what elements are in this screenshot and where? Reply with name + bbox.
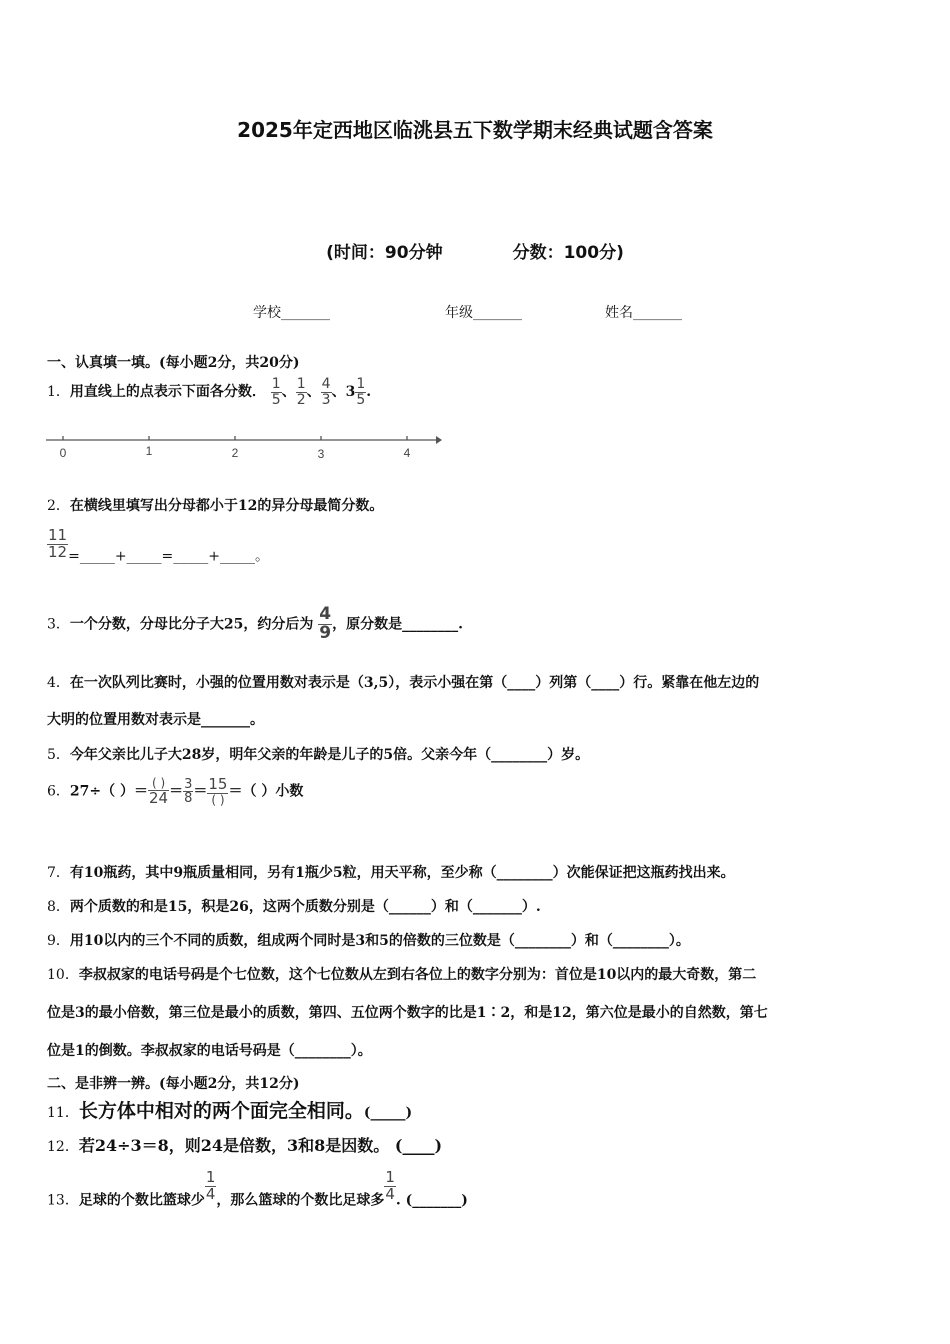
equals-sign: ＝ [193,783,208,800]
numerator: 1 [205,1168,216,1186]
denominator: 5 [271,391,281,408]
question-number: 13． [47,1192,79,1209]
question-6 [47,777,303,806]
tick-label-3: 3 [317,447,325,461]
total-score: 分数：100分) [512,243,624,263]
numerator: 3 [184,776,193,792]
fraction [355,377,366,407]
section-1-heading: 一、认真填一填。(每小题2分，共20分) [47,355,300,371]
numerator: 1 [296,376,306,392]
denominator: 8 [184,791,193,807]
whole-part: 3 [345,384,356,401]
number-line-arrow [436,436,442,444]
separator: 、 [306,384,321,401]
question-8 [47,896,541,916]
question-5 [47,744,589,764]
numerator: 11 [48,526,68,544]
expression-start: 27÷（ ）＝ [69,783,149,800]
question-text: 李叔叔家的电话号码是个七位数，这个七位数从左到右各位上的数字分别为：首位是10以内的最大奇数，第二 [78,967,757,983]
question-number: 11． [47,1105,79,1121]
question-text: 足球的个数比篮球少 [78,1192,205,1209]
question-text: 两个质数的和是15，积是26，这两个质数分别是（______）和（_______）. [69,899,541,915]
fraction [47,528,68,561]
question-text: 一个分数，分母比分子大25，约分后为 [69,616,314,633]
period: . [366,384,372,401]
denominator: 24 [149,788,169,807]
question-10-line-3: 位是1的倒数。李叔叔家的电话号码是（________）。 [47,1043,372,1059]
question-1 [47,377,371,407]
question-10 [47,964,756,984]
time-limit: (时间：90分钟 [326,243,443,263]
question-number: 2． [47,498,70,514]
denominator: 5 [356,391,366,408]
fraction [318,606,332,643]
question-3 [47,606,463,643]
question-number: 8． [47,899,70,915]
question-10-line-2: 位是3的最小倍数，第三位是最小的质数，第四、五位两个数字的比是1∶2，和是12，第六位是最小的自然数，第七 [47,1005,768,1021]
fraction [148,777,169,806]
question-2 [47,495,383,515]
question-text: 今年父亲比儿子大28岁，明年父亲的年龄是儿子的5倍。父亲今年（________）岁。 [69,747,590,763]
question-text: 长方体中相对的两个面完全相同。 [78,1100,364,1122]
question-12 [47,1133,442,1156]
numerator: 1 [356,376,366,392]
equals-sign: ＝ [169,783,184,800]
denominator: 3 [321,391,331,408]
numerator: 1 [385,1168,395,1186]
denominator: ( ) [207,793,228,807]
question-text: 若24÷3＝8，则24是倍数，3和8是因数。 (____) [78,1136,443,1155]
question-7 [47,862,735,882]
denominator: 2 [296,391,306,408]
tick-label-0: 0 [59,446,67,460]
denominator: 12 [48,542,68,561]
denominator: 9 [319,622,332,643]
grade-field: 年级_______ [445,305,522,321]
exam-subtitle [0,238,950,263]
separator: 、 [281,384,296,401]
fraction [384,1170,396,1203]
tick-label-1: 1 [145,444,153,458]
question-text: 用10以内的三个不同的质数，组成两个同时是3和5的倍数的三位数是（________）和（________）。 [69,933,690,949]
tick-label-4: 4 [403,446,411,460]
fraction [183,778,193,806]
question-number: 6． [47,783,70,800]
fraction [271,377,282,407]
page-title: 2025年定西地区临洮县五下数学期末经典试题含答案 [237,118,713,142]
question-11 [47,1096,412,1123]
separator: 、 [331,384,346,401]
question-4-line-2: 大明的位置用数对表示是_______。 [47,712,264,728]
question-text-middle: ，那么篮球的个数比足球多 [216,1192,385,1209]
question-text: 在横线里填写出分母都小于12的异分母最简分数。 [69,498,384,514]
numerator: 4 [321,376,331,392]
question-text: 有10瓶药，其中9瓶质量相同，另有1瓶少5粒，用天平称，至少称（________）次能保证把这瓶药找出来。 [69,865,735,881]
question-2-expression [47,528,269,565]
fraction [296,377,307,407]
question-number: 3． [47,616,70,633]
question-number: 1． [47,384,70,401]
fraction [207,777,228,806]
question-text: 在一次队列比赛时，小强的位置用数对表示是（3,5），表示小强在第（____）列第（____）行。紧靠在他左边的 [69,675,760,691]
question-number: 10． [47,967,79,983]
denominator: 4 [205,1184,216,1203]
section-2-heading: 二、是非辨一辨。(每小题2分，共12分) [47,1076,300,1092]
question-number: 4． [47,675,70,691]
question-4 [47,672,759,692]
question-number: 5． [47,747,70,763]
question-text-after: ，原分数是________. [332,616,463,633]
school-field: 学校_______ [253,305,330,321]
question-number: 9． [47,933,70,949]
tick-label-2: 2 [231,446,239,460]
numerator: 4 [319,604,332,624]
expression-end: ＝（ ）小数 [228,783,304,800]
name-field: 姓名_______ [605,305,682,321]
numerator: ( ) [151,776,166,790]
number-line [44,428,444,464]
answer-blank: . (_______) [395,1192,468,1209]
question-number: 12． [47,1139,79,1155]
numerator: 1 [271,376,281,392]
fraction [321,377,332,407]
fill-in-expression: =_____+_____=_____+_____。 [68,548,270,565]
numerator: 15 [208,775,228,793]
denominator: 4 [385,1184,395,1203]
fraction [205,1170,217,1203]
question-9 [47,930,690,950]
question-text: 用直线上的点表示下面各分数． [69,384,266,401]
answer-blank: (_____) [363,1105,413,1121]
question-13 [47,1170,468,1209]
question-number: 7． [47,865,70,881]
